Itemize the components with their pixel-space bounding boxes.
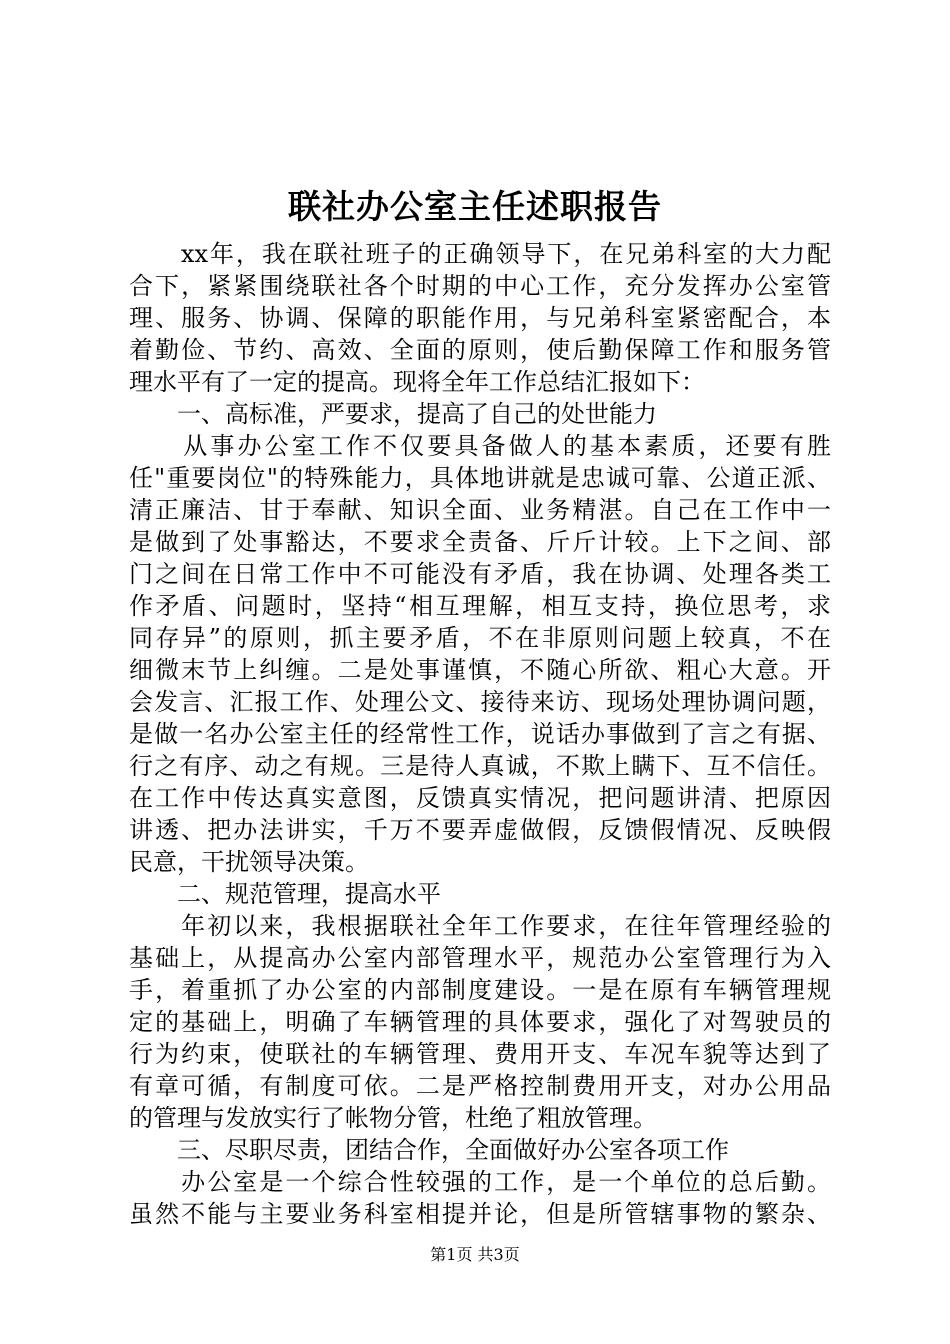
text-line: 民意，干扰领导决策。 [129,848,369,876]
text-line: 合下，紧紧围绕联社各个时期的中心工作，充分发挥办公室管 [129,272,831,300]
text-line: 手，着重抓了办公室的内部制度建设。一是在原有车辆管理规 [129,976,831,1004]
section-heading: 三、尽职尽责，团结合作，全面做好办公室各项工作 [129,1136,729,1164]
text-line: 行为约束，使联社的车辆管理、费用开支、车况车貌等达到了 [129,1040,831,1068]
document-title: 联社办公室主任述职报告 [288,187,662,226]
text-line: 细微末节上纠缠。二是处事谨慎，不随心所欲、粗心大意。开 [129,656,831,684]
text-line: 定的基础上，明确了车辆管理的具体要求，强化了对驾驶员的 [129,1008,831,1036]
text-line: 讲透、把办法讲实，千万不要弄虚做假，反馈假情况、反映假 [129,816,831,844]
text-line: 有章可循，有制度可依。二是严格控制费用开支，对办公用品 [129,1072,831,1100]
page-footer: 第1页 共3页 [430,1245,520,1264]
text-line: 同存异”的原则，抓主要矛盾，不在非原则问题上较真，不在 [129,624,831,652]
document-body [129,238,831,1230]
text-line: 行之有序、动之有规。三是待人真诚，不欺上瞒下、互不信任。 [129,752,831,780]
text-line: 门之间在日常工作中不可能没有矛盾，我在协调、处理各类工 [129,560,831,588]
text-line: 会发言、汇报工作、处理公文、接待来访、现场处理协调问题， [129,688,831,716]
text-line: 理水平有了一定的提高。现将全年工作总结汇报如下： [129,368,705,396]
text-line: 作矛盾、问题时，坚持“相互理解，相互支持，换位思考，求 [129,592,831,620]
section-heading: 二、规范管理，提高水平 [129,880,441,908]
text-line: xx年，我在联社班子的正确领导下，在兄弟科室的大力配 [129,240,831,268]
text-line: 虽然不能与主要业务科室相提并论，但是所管辖事物的繁杂、 [129,1200,831,1228]
text-line: 在工作中传达真实意图，反馈真实情况，把问题讲清、把原因 [129,784,831,812]
text-line: 是做一名办公室主任的经常性工作，说话办事做到了言之有据、 [129,720,831,748]
text-line: 的管理与发放实行了帐物分管，杜绝了粗放管理。 [129,1104,657,1132]
text-line: 从事办公室工作不仅要具备做人的基本素质，还要有胜 [129,432,831,460]
text-line: 办公室是一个综合性较强的工作，是一个单位的总后勤。 [129,1168,831,1196]
text-line: 任"重要岗位"的特殊能力，具体地讲就是忠诚可靠、公道正派、 [129,464,831,492]
text-line: 基础上，从提高办公室内部管理水平，规范办公室管理行为入 [129,944,831,972]
text-line: 是做到了处事豁达，不要求全责备、斤斤计较。上下之间、部 [129,528,831,556]
text-line: 着勤俭、节约、高效、全面的原则，使后勤保障工作和服务管 [129,336,831,364]
text-line: 理、服务、协调、保障的职能作用，与兄弟科室紧密配合，本 [129,304,831,332]
section-heading: 一、高标准，严要求，提高了自己的处世能力 [129,400,657,428]
text-line: 年初以来，我根据联社全年工作要求，在往年管理经验的 [129,912,831,940]
text-line: 清正廉洁、甘于奉献、知识全面、业务精湛。自己在工作中一 [129,496,831,524]
